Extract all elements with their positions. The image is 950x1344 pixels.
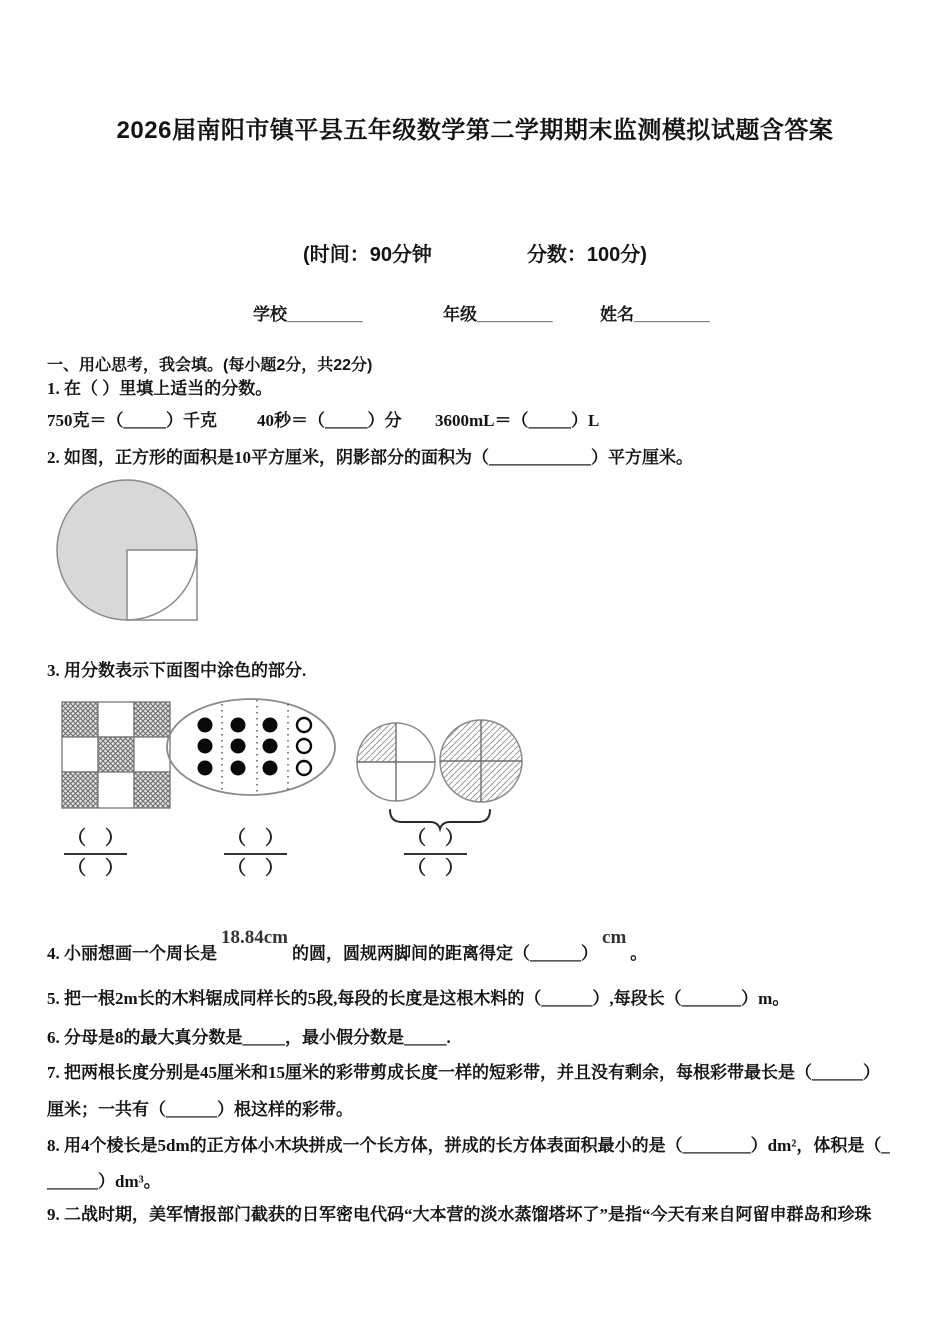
exam-score-label: 分数：100分)	[526, 244, 647, 266]
filled-dots	[198, 718, 278, 776]
white-square	[127, 550, 197, 620]
ellipse-dots-figure	[167, 699, 335, 795]
question-5: 5. 把一根2m长的木料锯成同样长的5段,每段的长度是这根木料的（______）,每段长（_______）m。	[47, 989, 790, 1008]
grid-square-figure	[62, 702, 170, 808]
question-4	[47, 927, 648, 966]
question-7-line2: 厘米；一共有（______）根这样的彩带。	[47, 1100, 353, 1119]
q2-circle-square-figure	[55, 472, 205, 627]
fraction-numerator: （ ）	[404, 826, 467, 855]
q4-circumference-value: 18.84cm	[221, 927, 289, 948]
question-8-line2: ______）dm³。	[47, 1172, 161, 1191]
fraction-blank-3	[404, 826, 467, 882]
fraction-blank-2	[224, 826, 287, 882]
fraction-numerator: （ ）	[64, 826, 127, 855]
grade-field: 年级________	[443, 305, 553, 324]
question-7-line1: 7. 把两根长度分别是45厘米和15厘米的彩带剪成长度一样的短彩带，并且没有剩余，每根彩带最长是（______）	[47, 1063, 880, 1082]
school-field: 学校________	[253, 305, 363, 324]
q3-figures	[58, 696, 536, 838]
fraction-numerator: （ ）	[224, 826, 287, 855]
question-2: 2. 如图，正方形的面积是10平方厘米，阴影部分的面积为（____________）平方厘米。	[47, 448, 693, 467]
question-1: 1. 在（ ）里填上适当的分数。	[47, 379, 273, 398]
fraction-denominator: （ ）	[407, 858, 465, 879]
q1-blank-ml: 3600mL＝（_____）L	[435, 411, 600, 430]
name-field: 姓名________	[600, 305, 710, 324]
section-1-heading: 一、用心思考，我会填。(每小题2分，共22分)	[47, 357, 373, 374]
hatched-quadrant	[357, 723, 396, 762]
exam-info-row	[0, 238, 950, 267]
fraction-blank-1	[64, 826, 127, 882]
question-8-line1: 8. 用4个棱长是5dm的正方体小木块拼成一个长方体，拼成的长方体表面积最小的是（________）dm²，体积是（_	[47, 1136, 890, 1155]
question-9: 9. 二战时期，美军情报部门截获的日军密电代码“大本营的淡水蒸馏塔坏了”是指“今天有来自阿留申群岛和珍珠	[47, 1205, 872, 1224]
q1-blank-grams: 750克＝（_____）千克	[47, 411, 217, 430]
question-3: 3. 用分数表示下面图中涂色的部分.	[47, 661, 307, 680]
q4-prefix: 4. 小丽想画一个周长是	[47, 944, 217, 963]
quartered-circles-figure	[357, 720, 522, 829]
q4-mid: 的圆，圆规两脚间的距离得定（______）	[292, 944, 599, 963]
q4-suffix: 。	[630, 944, 648, 963]
fraction-denominator: （ ）	[227, 858, 285, 879]
exam-time-label: (时间：90分钟	[303, 244, 432, 266]
question-6: 6. 分母是8的最大真分数是_____，最小假分数是_____.	[47, 1028, 451, 1047]
fraction-denominator: （ ）	[67, 858, 125, 879]
hollow-dots	[297, 718, 311, 775]
q1-blank-seconds: 40秒＝（_____）分	[257, 411, 402, 430]
page-title: 2026届南阳市镇平县五年级数学第二学期期末监测模拟试题含答案	[116, 117, 834, 144]
q4-unit: cm	[602, 927, 627, 948]
